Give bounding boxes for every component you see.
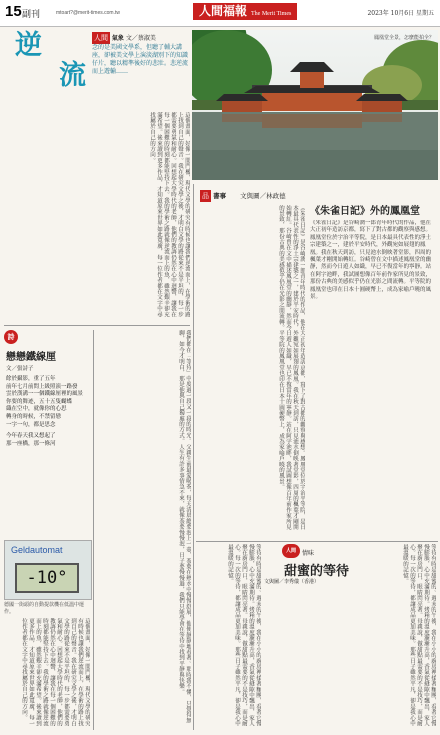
masthead-logo bbox=[193, 3, 297, 20]
website-url: mtoart?@merit-times.com.tw bbox=[56, 10, 120, 16]
poem-line: 那一座橋，那一條河 bbox=[6, 440, 56, 447]
section-name: 副刊 bbox=[22, 10, 41, 20]
divider-horizontal-right bbox=[196, 541, 438, 542]
poem-line: 前年七月前問上級照演一路發 bbox=[6, 383, 78, 390]
photo-caption: 鳳凰堂全景，怎麼能拍全？ bbox=[373, 35, 434, 41]
masthead-en: The Merit Times bbox=[251, 11, 292, 17]
column-body: 這個畫面，好像一間門檻，現代文學的研究有時候也讓我們逆流而上，在學術的路上找到自己的聲音。我在研究文學之後，才明白文學的路從來不是平坦的，每一步都需要勇氣和耐心。回想起大學時代的老師，他們的教誨仍然在心中迴響，讓我在每一個困難的時刻都能堅持下去。我的學術之路就像逆流而上的魚，雖然艱辛卻充滿希望。後來讀到更多作品，才知道原來世界如此寬廣，每一位作者都在文字中尋找屬於自己的方向。 bbox=[149, 112, 190, 318]
poem-line: 轉身的時候，不禁留戀 bbox=[6, 413, 62, 420]
essay-title: 甜蜜的等待 bbox=[284, 564, 350, 579]
phoenix-hall-image bbox=[192, 30, 438, 180]
poem-line: 你要的舞迹，五十五隻蝴蝶 bbox=[6, 398, 73, 405]
feature-badge: 品 bbox=[202, 192, 209, 200]
atm-caption: 德國一街頭的自動提款機在低溫中運作。 bbox=[4, 602, 85, 615]
essay-body-left: 等待有時是甜蜜的。週末的午後，我在小小的廚房裡揉著麵團，看著它慢慢膨脹，心中充滿期待。烤箱的溫度漸漸升高，香氣從縫隙中飄出，家人聚在廚房門口，眼睛閃亮著。母親說，做甜點最需要的不是技巧，而是耐心。每一次的等待，都讓成品更加美味。那些日子雖然平凡，卻是我心中最溫暖的記憶。 bbox=[227, 544, 261, 727]
poem-byline: 文／張詩子 bbox=[6, 366, 34, 372]
masthead-text: 人間福報 bbox=[199, 4, 248, 18]
poem-body bbox=[6, 376, 90, 448]
divider-vertical-left bbox=[93, 330, 94, 730]
poem-line: 餘於攝影，重了五年 bbox=[6, 376, 56, 382]
poem-line: 織在空中，就像你的心思 bbox=[6, 406, 67, 413]
feature-byline: 文與圖／林政德 bbox=[240, 192, 286, 200]
divider-top bbox=[4, 325, 190, 326]
feature-body-left: 《朱雀日記》是谷崎潤一郎青年時代的作品，他在大正初年造訪京都，寫下了對古都的觀察與感想。鳳凰堂位於宇治平等院，是日本最具代表性的淨土宗建築之一，建於平安時代，外觀宛如展翅的鳳凰。我在秋天到訪，只見池水倒映著堂影，四周的楓葉才剛開始轉紅。谷崎曾在文中描述鳳凰堂的幽靜，然而今日遊人如織，早已不復當年的寧靜。站在阿字池畔，我試圖想像百年前作家所見的景致，那份古典的美感似乎仍在光影之間流轉。平等院的鳳凰堂也印在日本十圓硬幣上，成為家喻戶曉的風景。 bbox=[278, 205, 305, 530]
atm-ad bbox=[4, 540, 92, 600]
column-title-left: 逆 bbox=[10, 30, 41, 59]
feature-title: 《朱雀日記》外的鳳凰堂 bbox=[310, 206, 420, 217]
column-badge: 人間 bbox=[94, 34, 108, 42]
poem-line: 一字一句，都是思念 bbox=[6, 421, 56, 428]
page-number: 15 bbox=[5, 3, 22, 20]
essay-byline: 文與圖／李秀儀（香港） bbox=[264, 579, 320, 585]
atm-brand: Geldautomat bbox=[11, 545, 63, 555]
poem-title: 戀戀鐵線厘 bbox=[6, 352, 56, 363]
poem-line: 今年春天我又想起了 bbox=[6, 433, 56, 440]
feature-body-right: 《朱雀日記》是谷崎潤一郎青年時代的作品，他在大正初年造訪京都，寫下了對古都的觀察與感想。鳳凰堂位於宇治平等院，是日本最具代表性的淨土宗建築之一，建於平安時代，外觀宛如展翅的鳳凰。我在秋天到訪，只見池水倒映著堂影，四周的楓葉才剛開始轉紅。谷崎曾在文中描述鳳凰堂的幽靜，然而今日遊人如織，早已不復當年的寧靜。站在阿字池畔，我試圖想像百年前作家所見的景致，那份古典的美感似乎仍在光影之間流轉。平等院的鳳凰堂也印在日本十圓硬幣上，成為家喻戶曉的風景。 bbox=[310, 220, 432, 301]
essay-badge: 人間 bbox=[282, 544, 300, 558]
atm-screen bbox=[15, 563, 79, 593]
column-header bbox=[92, 32, 156, 44]
poem-badge: 詩 bbox=[4, 330, 18, 344]
phoenix-hall-photo bbox=[192, 30, 438, 180]
column-byline: 文／蔡淑美 bbox=[125, 35, 156, 42]
feature-tag: 書事 bbox=[213, 192, 227, 200]
essay-tag: 情味 bbox=[302, 550, 315, 557]
atm-column-text: 這個畫面，好像一間門檻，現代文學的研究有時候也讓我們逆流而上，在學術的路上找到自己的聲音。我在研究文學之後，才明白文學的路從來不是平坦的，每一步都需要勇氣和耐心。回想起大學時代的老師，他們的教誨仍然在心中迴響，讓我在每一個困難的時刻都能堅持下去。我的學術之路就像逆流而上的魚，雖然艱辛卻充滿希望。後來讀到更多作品，才知道原來世界如此寬廣，每一位作者都在文字中尋找屬於自己的方向。 bbox=[21, 618, 90, 727]
page-header bbox=[0, 0, 440, 27]
feature-header bbox=[200, 190, 286, 202]
poem-line: 雲於漢溝一一個鐵線厘裡的風景 bbox=[6, 391, 84, 398]
middle-column-text: 我們都在「等待」中度過一段又一段的時光。父親生前最愛喝茶，每天清晨總要泡上一壺，茶葉在熱水中慢慢舒展，他便靜靜地看著。那時我不懂，只覺得無聊，如今才明白，那是他與自己獨處的方式。人生有許多事情急不來，就像茶要慢慢泡，日子要慢慢過，我們只能學會在等待中找到平靜與快樂。 bbox=[178, 330, 191, 724]
column-intro: 念的是美國文學系，但聽了輔大講座，卻被美文學上演淡湖別下的知識仔片，聽以精準後好的悲壯。悲逆流而上遊輸…… bbox=[92, 44, 189, 75]
divider-vertical-main bbox=[193, 184, 194, 730]
issue-date: 2023年 10月6日 星期五 bbox=[367, 10, 434, 17]
atm-temp: -10° bbox=[26, 568, 68, 588]
column-name: 氣象 bbox=[111, 35, 124, 42]
essay-body-right: 等待有時是甜蜜的。週末的午後，我在小小的廚房裡揉著麵團，看著它慢慢膨脹，心中充滿期待。烤箱的溫度漸漸升高，香氣從縫隙中飄出，家人聚在廚房門口，眼睛閃亮著。母親說，做甜點最需要的不是技巧，而是耐心。每一次的等待，都讓成品更加美味。那些日子雖然平凡，卻是我心中最溫暖的記憶。 bbox=[402, 544, 436, 727]
column-title-right: 流 bbox=[54, 60, 85, 89]
